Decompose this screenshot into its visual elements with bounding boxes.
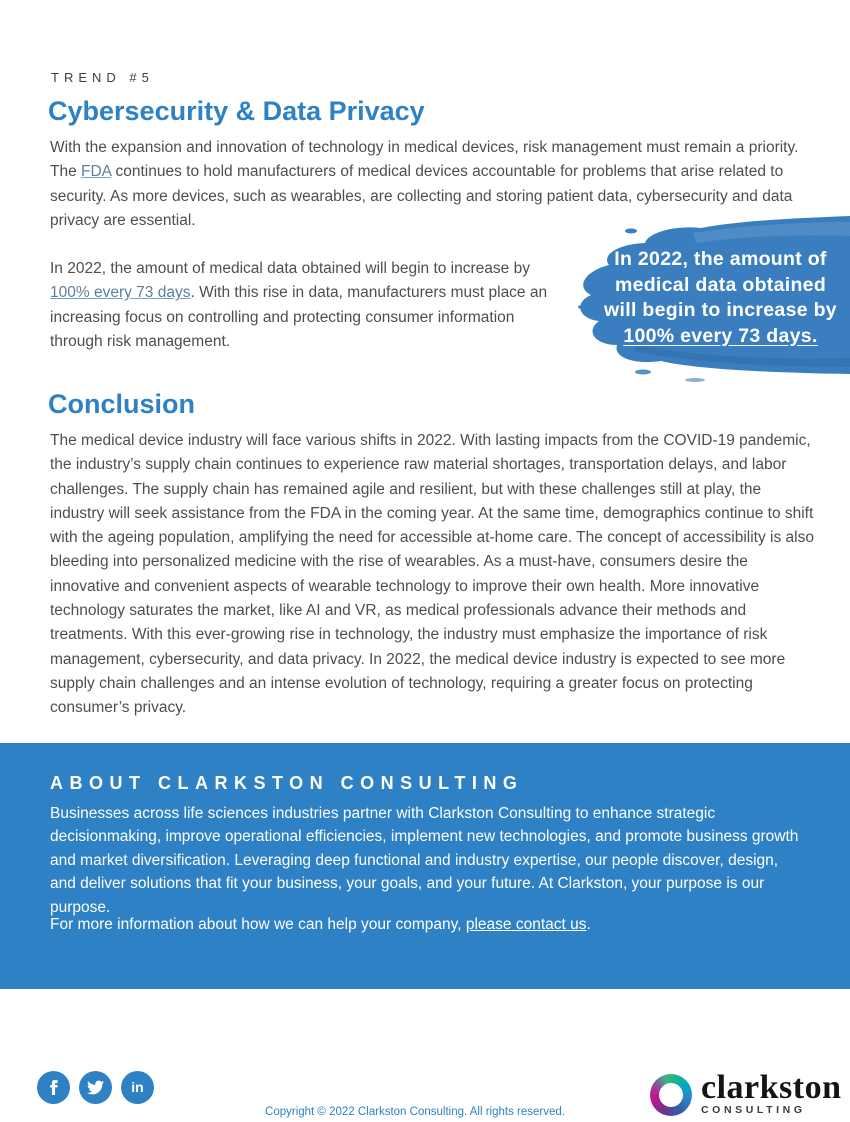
logo-word: clarkston [701,1069,842,1106]
clarkston-ring-icon [650,1074,692,1116]
linkedin-glyph: in [131,1078,144,1095]
about-heading: ABOUT CLARKSTON CONSULTING [50,773,524,793]
intro-p2-text-before: In 2022, the amount of medical data obtained will begin to increase by [50,260,530,277]
intro-p1-text-before: With the expansion and innovation of technology in medical devices, risk management must remain a priority. The [50,139,799,181]
conclusion-heading: Conclusion [48,389,195,419]
callout-line-1: In 2022, the amount of [614,248,827,270]
about-section [0,743,850,989]
trend-label: TREND #5 [51,70,154,85]
facebook-glyph [46,1080,61,1095]
callout-line-2: medical data obtained [614,273,827,296]
data-increase-link[interactable]: 100% every 73 days [50,284,191,302]
callout-line-4-underlined: 100% every 73 days. [623,324,818,347]
twitter-icon[interactable] [79,1071,112,1104]
fda-link[interactable]: FDA [81,163,112,181]
clarkston-logo [650,1069,842,1116]
contact-text-before: For more information about how we can help your company, [50,916,466,933]
callout-quote [601,247,840,349]
clarkston-wordmark [701,1069,842,1116]
page-title: Cybersecurity & Data Privacy [48,96,425,126]
intro-paragraph-2 [50,257,560,354]
about-paragraph: Businesses across life sciences industries partner with Clarkston Consulting to enhance strategic decisionmaking, improve operational efficiencies, implement new technologies, and promote business growth and market diversification. Leveraging deep functional and industry expertise, our people discover, design, and deliver solutions that fit your business, your goals, and your future. At Clarkston, your purpose is our purpose. [50,805,799,916]
social-links [37,1071,154,1104]
logo-subtitle: CONSULTING [701,1104,806,1116]
about-contact-line [50,916,591,934]
conclusion-paragraph: The medical device industry will face various shifts in 2022. With lasting impacts from the COVID-19 pandemic, the industry’s supply chain continues to experience raw material shortages, transportation delays, and labor challenges. The supply chain has remained agile and resilient, but with these challenges still at play, the industry will seek assistance from the FDA in the coming year. At the same time, demographics continue to shift with the ageing population, amplifying the need for accessible at-home care. The concept of accessibility is also bleeding into personalized medicine with the rise of wearables. As a must-have, consumers desire the innovative and convenient aspects of wearable technology to improve their own health. More innovative technology saturates the market, like AI and VR, as medical professionals advance their methods and treatments. With this ever-growing rise in technology, the industry must emphasize the importance of risk management, cybersecurity, and data privacy. In 2022, the medical device industry is expected to see more supply chain challenges and an intense evolution of technology, requiring a greater focus on protecting consumer’s privacy. [50,432,814,717]
linkedin-icon[interactable] [121,1071,154,1104]
copyright-notice: Copyright © 2022 Clarkston Consulting. All rights reserved. [265,1106,565,1118]
facebook-icon[interactable] [37,1071,70,1104]
contact-text-after: . [586,916,591,933]
intro-p1-text-after: continues to hold manufacturers of medical devices accountable for problems that arise related to security. As more devices, such as wearables, are collecting and storing patient data, cybersecurity and data privacy are essential. [50,163,793,229]
brush-stroke-callout [573,211,850,387]
callout-line-3: will begin to increase by [604,299,837,321]
intro-p2-text-after: . With this rise in data, manufacturers must place an increasing focus on controlling and protecting consumer information through risk management. [50,284,548,350]
contact-us-link[interactable]: please contact us [465,916,587,933]
twitter-glyph [87,1079,104,1096]
